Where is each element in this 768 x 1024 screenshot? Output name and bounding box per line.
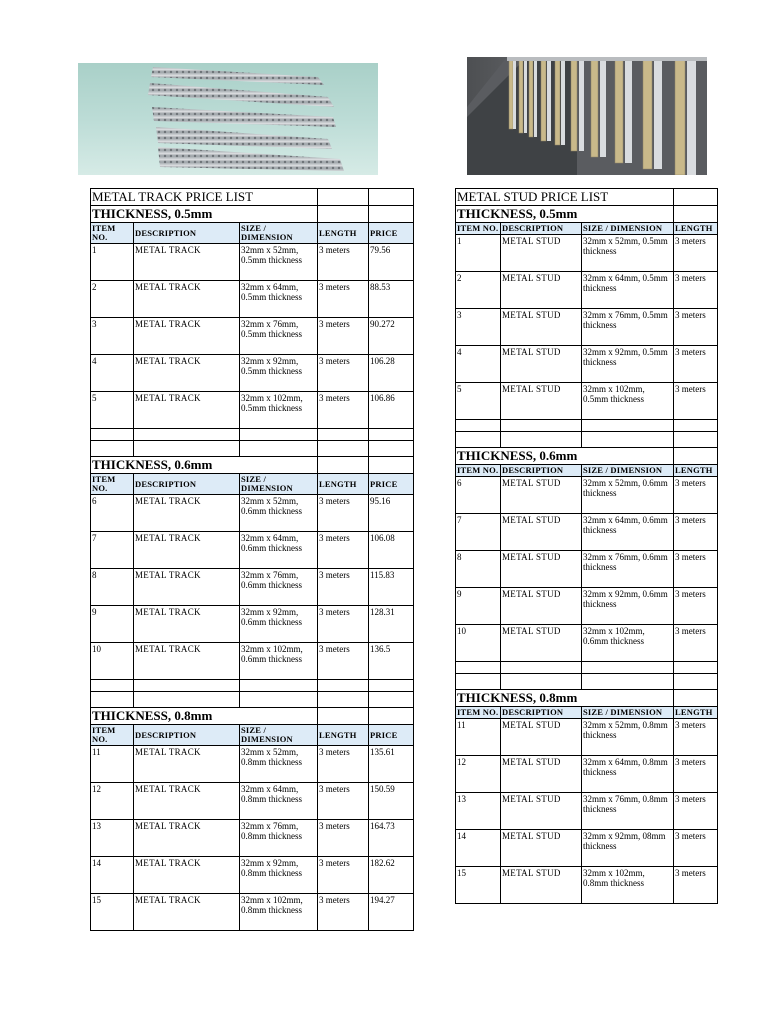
item-length: 3 meters — [674, 383, 718, 420]
item-no: 4 — [91, 355, 134, 392]
metal-track-illustration — [78, 63, 378, 175]
item-length: 3 meters — [318, 244, 369, 281]
header-item-no: ITEM NO. — [91, 725, 134, 746]
header-item-no: ITEM NO. — [91, 223, 134, 244]
item-no: 3 — [456, 309, 501, 346]
item-size: 32mm x 76mm, 0.6mm thickness — [240, 569, 318, 606]
item-size: 32mm x 102mm, 0.8mm thickness — [582, 867, 674, 904]
track-header-row — [91, 223, 414, 244]
item-description: METAL STUD — [501, 719, 582, 756]
item-size: 32mm x 76mm, 0.6mm thickness — [582, 551, 674, 588]
item-size: 32mm x 92mm, 08mm thickness — [582, 830, 674, 867]
header-length: LENGTH — [318, 474, 369, 495]
item-no: 10 — [91, 643, 134, 680]
item-price: 194.27 — [369, 894, 414, 931]
table-row — [91, 820, 414, 857]
item-length: 3 meters — [318, 281, 369, 318]
item-description: METAL STUD — [501, 588, 582, 625]
item-no: 6 — [91, 495, 134, 532]
item-description: METAL STUD — [501, 551, 582, 588]
item-description: METAL TRACK — [134, 746, 240, 783]
header-length: LENGTH — [318, 725, 369, 746]
item-description: METAL STUD — [501, 309, 582, 346]
item-no: 2 — [91, 281, 134, 318]
item-description: METAL TRACK — [134, 606, 240, 643]
item-description: METAL STUD — [501, 235, 582, 272]
item-no: 8 — [91, 569, 134, 606]
item-description: METAL TRACK — [134, 532, 240, 569]
item-size: 32mm x 52mm, 0.8mm thickness — [582, 719, 674, 756]
table-row — [456, 719, 718, 756]
table-row — [456, 551, 718, 588]
item-length: 3 meters — [318, 569, 369, 606]
item-no: 11 — [91, 746, 134, 783]
header-description: DESCRIPTION — [134, 725, 240, 746]
item-size: 32mm x 92mm, 0.6mm thickness — [582, 588, 674, 625]
item-length: 3 meters — [318, 857, 369, 894]
item-no: 9 — [456, 588, 501, 625]
item-size: 32mm x 92mm, 0.5mm thickness — [240, 355, 318, 392]
header-description: DESCRIPTION — [134, 223, 240, 244]
header-price: PRICE — [369, 474, 414, 495]
header-item-no: ITEM NO. — [456, 707, 501, 719]
item-no: 2 — [456, 272, 501, 309]
item-price: 88.53 — [369, 281, 414, 318]
item-price: 136.5 — [369, 643, 414, 680]
item-length: 3 meters — [674, 272, 718, 309]
item-length: 3 meters — [318, 820, 369, 857]
item-size: 32mm x 76mm, 0.8mm thickness — [582, 793, 674, 830]
table-row — [456, 756, 718, 793]
table-row — [91, 606, 414, 643]
item-description: METAL TRACK — [134, 281, 240, 318]
item-description: METAL TRACK — [134, 355, 240, 392]
table-row — [456, 383, 718, 420]
item-no: 13 — [456, 793, 501, 830]
item-length: 3 meters — [318, 606, 369, 643]
item-description: METAL STUD — [501, 793, 582, 830]
item-price: 135.61 — [369, 746, 414, 783]
item-length: 3 meters — [674, 830, 718, 867]
table-row — [91, 355, 414, 392]
stud-thickness-label-0: THICKNESS, 0.5mm — [456, 206, 674, 223]
header-size: SIZE / DIMENSION — [582, 707, 674, 719]
table-row — [91, 318, 414, 355]
item-length: 3 meters — [674, 514, 718, 551]
item-description: METAL TRACK — [134, 495, 240, 532]
item-length: 3 meters — [674, 588, 718, 625]
table-row — [91, 894, 414, 931]
table-row — [456, 793, 718, 830]
table-row — [91, 746, 414, 783]
item-no: 1 — [91, 244, 134, 281]
header-item-no: ITEM NO. — [456, 465, 501, 477]
item-length: 3 meters — [674, 867, 718, 904]
item-length: 3 meters — [318, 318, 369, 355]
stud-thickness-label-1: THICKNESS, 0.6mm — [456, 448, 674, 465]
item-description: METAL STUD — [501, 514, 582, 551]
item-length: 3 meters — [674, 309, 718, 346]
table-row — [91, 392, 414, 429]
item-no: 15 — [456, 867, 501, 904]
item-size: 32mm x 64mm, 0.6mm thickness — [582, 514, 674, 551]
item-price: 106.86 — [369, 392, 414, 429]
header-description: DESCRIPTION — [501, 707, 582, 719]
item-price: 115.83 — [369, 569, 414, 606]
item-description: METAL TRACK — [134, 783, 240, 820]
item-size: 32mm x 64mm, 0.6mm thickness — [240, 532, 318, 569]
header-length: LENGTH — [674, 223, 718, 235]
table-row — [91, 281, 414, 318]
stud-header-row — [456, 223, 718, 235]
metal-stud-price-table — [455, 188, 718, 904]
header-price: PRICE — [369, 725, 414, 746]
table-row — [456, 588, 718, 625]
table-row — [456, 867, 718, 904]
item-size: 32mm x 76mm, 0.5mm thickness — [582, 309, 674, 346]
header-size: SIZE / DIMENSION — [582, 223, 674, 235]
item-price: 182.62 — [369, 857, 414, 894]
item-no: 14 — [91, 857, 134, 894]
item-no: 15 — [91, 894, 134, 931]
header-description: DESCRIPTION — [501, 223, 582, 235]
item-length: 3 meters — [318, 746, 369, 783]
item-size: 32mm x 64mm, 0.8mm thickness — [240, 783, 318, 820]
item-price: 106.28 — [369, 355, 414, 392]
item-no: 13 — [91, 820, 134, 857]
item-description: METAL TRACK — [134, 894, 240, 931]
item-length: 3 meters — [318, 392, 369, 429]
item-size: 32mm x 52mm, 0.5mm thickness — [240, 244, 318, 281]
metal-stud-photo — [467, 57, 707, 175]
table-row — [91, 643, 414, 680]
track-thickness-label-1: THICKNESS, 0.6mm — [91, 457, 318, 474]
item-no: 10 — [456, 625, 501, 662]
item-length: 3 meters — [318, 783, 369, 820]
item-no: 8 — [456, 551, 501, 588]
item-description: METAL TRACK — [134, 569, 240, 606]
item-no: 7 — [91, 532, 134, 569]
item-no: 12 — [456, 756, 501, 793]
track-header-row — [91, 725, 414, 746]
metal-stud-illustration — [467, 57, 707, 175]
item-no: 5 — [456, 383, 501, 420]
header-size: SIZE / DIMENSION — [582, 465, 674, 477]
table-row — [91, 569, 414, 606]
header-item-no: ITEM NO. — [91, 474, 134, 495]
header-size: SIZE / DIMENSION — [240, 223, 318, 244]
item-description: METAL STUD — [501, 477, 582, 514]
item-size: 32mm x 76mm, 0.8mm thickness — [240, 820, 318, 857]
item-no: 7 — [456, 514, 501, 551]
stud-header-row — [456, 465, 718, 477]
item-description: METAL STUD — [501, 867, 582, 904]
item-description: METAL TRACK — [134, 318, 240, 355]
item-length: 3 meters — [674, 625, 718, 662]
item-price: 79.56 — [369, 244, 414, 281]
item-no: 5 — [91, 392, 134, 429]
item-size: 32mm x 52mm, 0.5mm thickness — [582, 235, 674, 272]
item-length: 3 meters — [318, 355, 369, 392]
item-length: 3 meters — [674, 719, 718, 756]
table-row — [456, 477, 718, 514]
item-length: 3 meters — [674, 551, 718, 588]
item-description: METAL STUD — [501, 346, 582, 383]
item-size: 32mm x 64mm, 0.5mm thickness — [240, 281, 318, 318]
item-description: METAL TRACK — [134, 857, 240, 894]
track-header-row — [91, 474, 414, 495]
header-description: DESCRIPTION — [134, 474, 240, 495]
track-table-title: METAL TRACK PRICE LIST — [91, 189, 318, 206]
header-length: LENGTH — [318, 223, 369, 244]
table-row — [456, 346, 718, 383]
item-size: 32mm x 102mm, 0.6mm thickness — [582, 625, 674, 662]
item-size: 32mm x 76mm, 0.5mm thickness — [240, 318, 318, 355]
item-size: 32mm x 102mm, 0.5mm thickness — [582, 383, 674, 420]
table-row — [91, 857, 414, 894]
item-no: 1 — [456, 235, 501, 272]
item-description: METAL TRACK — [134, 244, 240, 281]
header-size: SIZE / DIMENSION — [240, 725, 318, 746]
item-description: METAL STUD — [501, 625, 582, 662]
item-description: METAL TRACK — [134, 643, 240, 680]
item-description: METAL STUD — [501, 272, 582, 309]
item-size: 32mm x 64mm, 0.8mm thickness — [582, 756, 674, 793]
table-row — [91, 495, 414, 532]
item-price: 164.73 — [369, 820, 414, 857]
stud-header-row — [456, 707, 718, 719]
table-row — [456, 235, 718, 272]
table-row — [456, 625, 718, 662]
item-description: METAL STUD — [501, 756, 582, 793]
header-size: SIZE / DIMENSION — [240, 474, 318, 495]
table-row — [456, 309, 718, 346]
item-description: METAL STUD — [501, 383, 582, 420]
item-size: 32mm x 102mm, 0.5mm thickness — [240, 392, 318, 429]
item-size: 32mm x 102mm, 0.6mm thickness — [240, 643, 318, 680]
item-length: 3 meters — [674, 793, 718, 830]
item-size: 32mm x 52mm, 0.6mm thickness — [240, 495, 318, 532]
table-row — [91, 532, 414, 569]
header-item-no: ITEM NO. — [456, 223, 501, 235]
item-price: 95.16 — [369, 495, 414, 532]
item-no: 12 — [91, 783, 134, 820]
header-price: PRICE — [369, 223, 414, 244]
metal-track-photo — [78, 63, 378, 175]
item-description: METAL TRACK — [134, 820, 240, 857]
item-size: 32mm x 102mm, 0.8mm thickness — [240, 894, 318, 931]
item-size: 32mm x 64mm, 0.5mm thickness — [582, 272, 674, 309]
item-size: 32mm x 52mm, 0.8mm thickness — [240, 746, 318, 783]
item-price: 106.08 — [369, 532, 414, 569]
item-size: 32mm x 92mm, 0.6mm thickness — [240, 606, 318, 643]
header-length: LENGTH — [674, 465, 718, 477]
item-no: 6 — [456, 477, 501, 514]
item-price: 150.59 — [369, 783, 414, 820]
item-description: METAL STUD — [501, 830, 582, 867]
item-length: 3 meters — [318, 894, 369, 931]
table-row — [456, 272, 718, 309]
item-no: 3 — [91, 318, 134, 355]
track-thickness-label-0: THICKNESS, 0.5mm — [91, 206, 318, 223]
track-thickness-label-2: THICKNESS, 0.8mm — [91, 708, 318, 725]
item-price: 128.31 — [369, 606, 414, 643]
item-length: 3 meters — [674, 235, 718, 272]
table-row — [456, 830, 718, 867]
item-size: 32mm x 52mm, 0.6mm thickness — [582, 477, 674, 514]
item-length: 3 meters — [318, 532, 369, 569]
item-length: 3 meters — [318, 643, 369, 680]
header-length: LENGTH — [674, 707, 718, 719]
item-size: 32mm x 92mm, 0.8mm thickness — [240, 857, 318, 894]
item-no: 9 — [91, 606, 134, 643]
header-description: DESCRIPTION — [501, 465, 582, 477]
item-length: 3 meters — [674, 756, 718, 793]
item-no: 14 — [456, 830, 501, 867]
table-row — [91, 783, 414, 820]
table-row — [91, 244, 414, 281]
item-no: 11 — [456, 719, 501, 756]
item-description: METAL TRACK — [134, 392, 240, 429]
metal-track-price-table — [90, 188, 414, 931]
item-size: 32mm x 92mm, 0.5mm thickness — [582, 346, 674, 383]
item-no: 4 — [456, 346, 501, 383]
stud-thickness-label-2: THICKNESS, 0.8mm — [456, 690, 674, 707]
item-length: 3 meters — [318, 495, 369, 532]
item-length: 3 meters — [674, 346, 718, 383]
item-price: 90.272 — [369, 318, 414, 355]
table-row — [456, 514, 718, 551]
item-length: 3 meters — [674, 477, 718, 514]
stud-table-title: METAL STUD PRICE LIST — [456, 189, 674, 206]
